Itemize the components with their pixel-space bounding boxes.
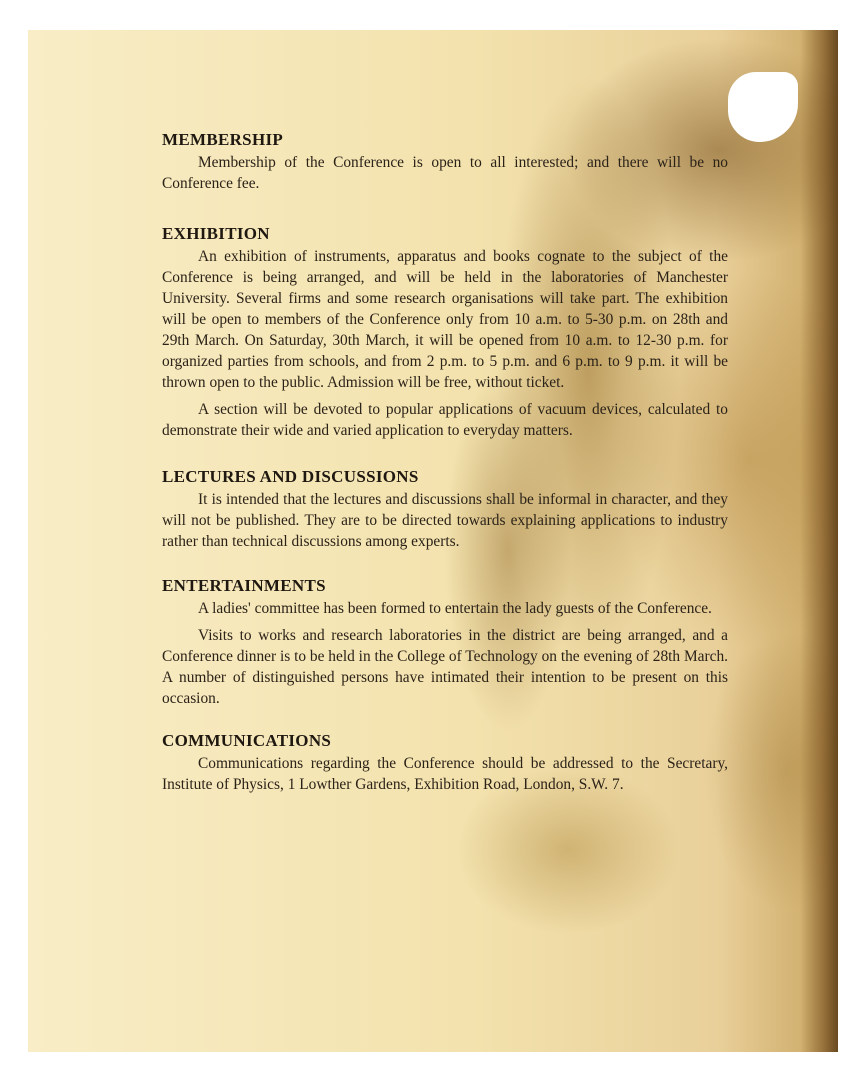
document-body — [162, 128, 728, 801]
stained-edge — [800, 30, 838, 1052]
section-paragraph: It is intended that the lectures and discussions shall be informal in character, and they will not be published. They are to be directed towards explaining applications to industry rather than technical discussions among experts. — [162, 491, 728, 550]
section-membership — [162, 128, 728, 194]
section-heading: EXHIBITION — [162, 224, 270, 243]
section-heading: MEMBERSHIP — [162, 130, 284, 149]
section-communications — [162, 729, 728, 795]
section-exhibition — [162, 222, 728, 441]
section-heading: ENTERTAINMENTS — [162, 576, 326, 595]
section-heading: COMMUNICATIONS — [162, 731, 332, 750]
section-paragraph: An exhibition of instruments, apparatus and books cognate to the subject of the Conference is being arranged, and will be held in the laboratories of Manchester University. Several firms and some research organisations will take part. The exhibition will be open to members of the Conference only from 10 a.m. to 5-30 p.m. on 28th and 29th March. On Saturday, 30th March, it will be opened from 10 a.m. to 12-30 p.m. for organized parties from schools, and from 2 p.m. to 5 p.m. and 6 p.m. to 9 p.m. it will be thrown open to the public. Admission will be free, without ticket. — [162, 248, 728, 391]
section-entertainments — [162, 574, 728, 709]
section-paragraph: A ladies' committee has been formed to entertain the lady guests of the Conference. — [198, 600, 712, 617]
section-heading: LECTURES AND DISCUSSIONS — [162, 467, 419, 486]
section-paragraph: Communications regarding the Conference should be addressed to the Secretary, Institute of Physics, 1 Lowther Gardens, Exhibition Road, London, S.W. 7. — [162, 755, 728, 793]
section-paragraph: A section will be devoted to popular applications of vacuum devices, calculated to demonstrate their wide and varied application to everyday matters. — [162, 401, 728, 439]
section-paragraph: Membership of the Conference is open to all interested; and there will be no Conference fee. — [162, 154, 728, 192]
section-lectures-and-discussions — [162, 465, 728, 552]
section-paragraph: Visits to works and research laboratories in the district are being arranged, and a Conference dinner is to be held in the College of Technology on the evening of 28th March. A number of distinguished persons have intimated their intention to be present on this occasion. — [162, 627, 728, 707]
